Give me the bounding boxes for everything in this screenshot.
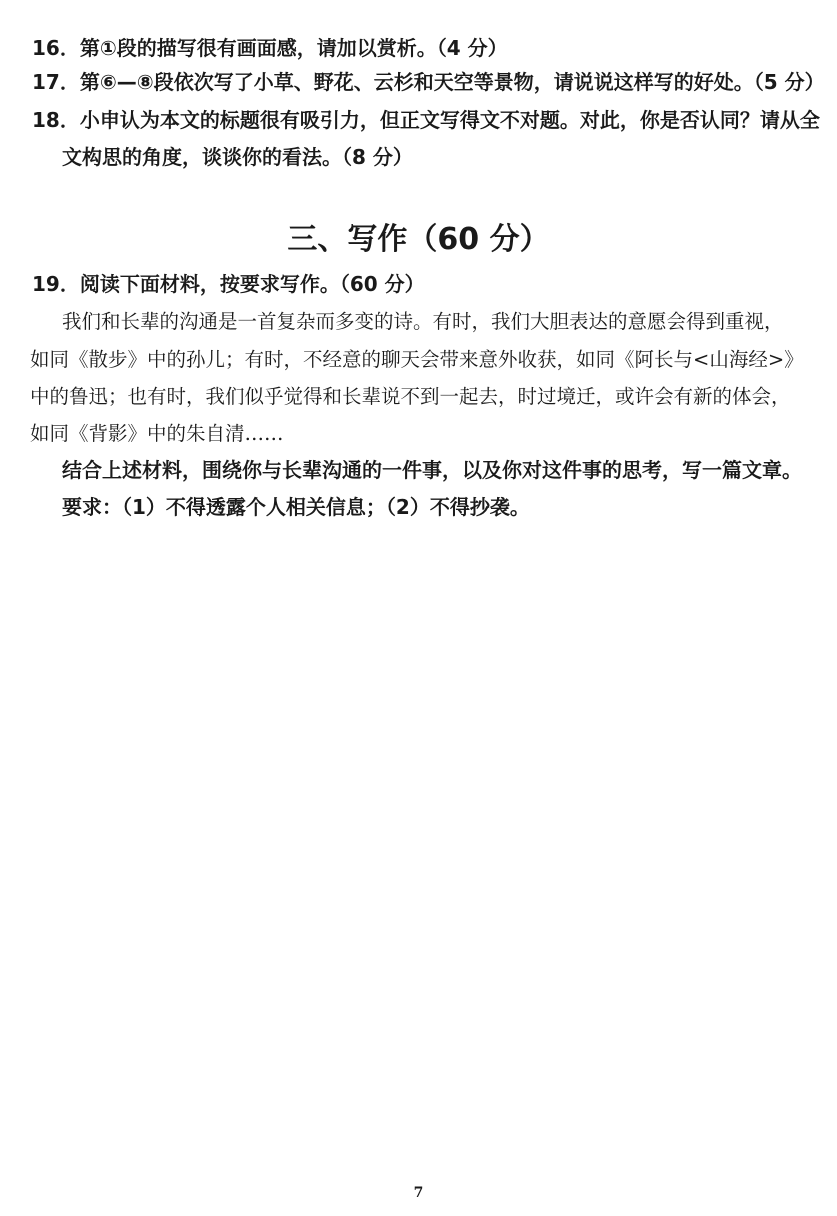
question-17: 17．第⑥—⑧段依次写了小草、野花、云杉和天空等景物，请说说这样写的好处。（5 分） — [32, 70, 825, 94]
question-18-line-2: 文构思的角度，谈谈你的看法。（8 分） — [62, 145, 413, 169]
material-line-2: 如同《散步》中的孙儿；有时，不经意的聊天会带来意外收获，如同《阿长与<山海经>》 — [30, 348, 804, 371]
writing-task: 结合上述材料，围绕你与长辈沟通的一件事，以及你对这件事的思考，写一篇文章。 — [62, 458, 802, 482]
material-line-4: 如同《背影》中的朱自清…… — [30, 422, 284, 445]
material-line-3: 中的鲁迅；也有时，我们似乎觉得和长辈说不到一起去，时过境迁，或许会有新的体会， — [30, 385, 791, 408]
question-16: 16．第①段的描写很有画面感，请加以赏析。（4 分） — [32, 36, 508, 60]
material-line-1: 我们和长辈的沟通是一首复杂而多变的诗。有时，我们大胆表达的意愿会得到重视， — [62, 310, 784, 333]
page-number: 7 — [413, 1185, 424, 1201]
question-18-line-1: 18．小申认为本文的标题很有吸引力，但正文写得文不对题。对此，你是否认同？请从全 — [32, 108, 820, 132]
writing-requirements: 要求：（1）不得透露个人相关信息；（2）不得抄袭。 — [62, 495, 530, 519]
section-title: 三、写作（60 分） — [287, 222, 550, 257]
question-19: 19．阅读下面材料，按要求写作。（60 分） — [32, 272, 425, 296]
